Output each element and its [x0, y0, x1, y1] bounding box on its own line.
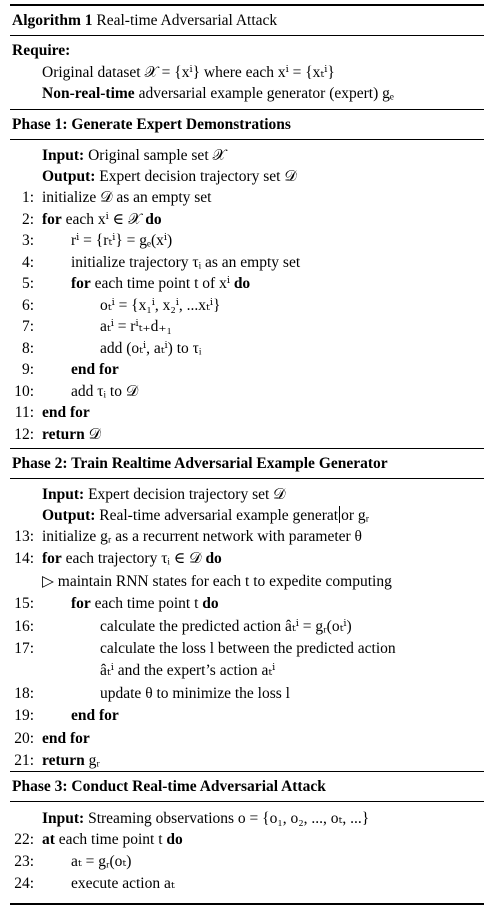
algorithm-step [0, 230, 504, 251]
step-number: 13: [14, 528, 34, 545]
step-number: 7: [21, 318, 34, 335]
phase3-input: Input: Streaming observations o = {o₁, o₂, ..., oₜ, ...} [42, 810, 370, 827]
step-number: 11: [14, 404, 34, 421]
require-bold-prefix: Non-real-time [42, 85, 135, 102]
step-text: for each time point t do [71, 595, 219, 613]
step-number: 14: [14, 550, 34, 568]
algorithm-step [0, 616, 504, 637]
algorithm-step [0, 660, 504, 681]
algorithm-step [0, 381, 504, 402]
algorithm-step [0, 424, 504, 445]
step-text: oₜⁱ = {x₁ⁱ, x₂ⁱ, ...xₜⁱ} [100, 296, 221, 314]
require-line-2: Non-real-time adversarial example generator (expert) gₑ [42, 85, 394, 102]
step-number: 9: [21, 361, 34, 378]
algorithm-step [0, 252, 504, 273]
step-text: return gᵣ [42, 752, 100, 769]
algorithm-step [0, 750, 504, 771]
step-text: return 𝒟 [42, 425, 102, 443]
algorithm-step [0, 851, 504, 872]
algorithm-step [0, 402, 504, 423]
phase1-top-rule [10, 109, 484, 110]
phase2-top-rule [10, 448, 484, 449]
step-text: add (oₜⁱ, aₜⁱ) to τᵢ [100, 339, 202, 357]
algorithm-label: Algorithm 1 [12, 12, 93, 29]
algorithm-step [0, 526, 504, 547]
require-heading [0, 40, 504, 61]
step-number: 12: [14, 425, 34, 443]
step-number: 1: [21, 189, 34, 206]
phase2-bottom-rule [10, 478, 484, 479]
step-number: 19: [14, 707, 34, 725]
step-text: aₜⁱ = rⁱₜ₊d₊₁ [100, 318, 172, 335]
step-number: 16: [14, 617, 34, 635]
phase2-output: Output: Real-time adversarial example generat or gᵣ [42, 507, 370, 524]
step-number: 21: [14, 752, 34, 769]
step-text: âₜⁱ and the expert’s action aₜⁱ [100, 662, 276, 680]
require-label: Require: [12, 42, 71, 59]
step-text: add τᵢ to 𝒟 [71, 382, 139, 400]
algorithm-step [0, 638, 504, 659]
algorithm-step [0, 359, 504, 380]
step-text: for each xⁱ ∈ 𝒳 do [42, 210, 162, 228]
step-text: calculate the loss l between the predicted action [100, 640, 396, 657]
algorithm-step [0, 829, 504, 850]
bottom-rule [10, 903, 484, 905]
algorithm-step [0, 338, 504, 359]
step-text: aₜ = gᵣ(oₜ) [71, 853, 132, 870]
step-number: 8: [21, 339, 34, 357]
step-number: 22: [14, 831, 34, 848]
algorithm-step [0, 593, 504, 614]
algorithm-step [0, 209, 504, 230]
step-number: 17: [14, 640, 34, 657]
step-text: for each time point t of xⁱ do [71, 275, 251, 292]
require-line-1: Original dataset 𝒳 = {xⁱ} where each xⁱ = {xₜⁱ} [42, 64, 335, 81]
step-text: end for [71, 361, 119, 378]
step-number: 5: [21, 275, 34, 292]
step-text: initialize trajectory τᵢ as an empty set [71, 253, 301, 271]
step-text: at each time point t do [42, 831, 183, 848]
step-number: 20: [14, 729, 34, 747]
title-rule [10, 35, 484, 36]
step-number: 2: [21, 210, 34, 228]
phase1-title: Phase 1: Generate Expert Demonstrations [12, 116, 291, 133]
step-text: initialize 𝒟 as an empty set [42, 189, 212, 206]
algorithm-title-text: Real-time Adversarial Attack [96, 12, 278, 29]
step-text: execute action aₜ [71, 875, 175, 892]
phase1-bottom-rule [10, 139, 484, 140]
algorithm-step [0, 873, 504, 894]
phase1-input: Input: Original sample set 𝒳 [42, 147, 226, 164]
step-text: end for [71, 707, 119, 725]
step-number: 10: [14, 382, 34, 400]
algorithm-step [0, 295, 504, 316]
step-number: 4: [21, 253, 34, 271]
algorithm-step [0, 316, 504, 337]
phase3-bottom-rule [10, 801, 484, 802]
algorithm-step [0, 683, 504, 704]
step-number: 6: [21, 296, 34, 314]
algorithm-step [0, 273, 504, 294]
step-text: ▷ maintain RNN states for each t to expedite computing [42, 572, 392, 590]
phase3-top-rule [10, 771, 484, 772]
phase1-output: Output: Expert decision trajectory set 𝒟 [42, 168, 297, 185]
step-text: rⁱ = {rₜⁱ} = gₑ(xⁱ) [71, 232, 173, 249]
phase2-title: Phase 2: Train Realtime Adversarial Example Generator [12, 455, 388, 472]
step-text: initialize gᵣ as a recurrent network with parameter θ [42, 528, 362, 545]
text-cursor [339, 506, 340, 523]
step-number: 18: [14, 684, 34, 702]
phase3-title: Phase 3: Conduct Real-time Adversarial Attack [12, 778, 326, 795]
step-number: 24: [14, 875, 34, 892]
algorithm-step [0, 548, 504, 569]
step-text: end for [42, 404, 90, 421]
step-number: 23: [14, 853, 34, 870]
step-number: 15: [14, 595, 34, 613]
phase2-input: Input: Expert decision trajectory set 𝒟 [42, 486, 286, 503]
step-text: end for [42, 729, 90, 747]
step-text: update θ to minimize the loss l [100, 684, 290, 702]
algorithm-step [0, 705, 504, 726]
algorithm-step [0, 728, 504, 749]
algorithm-title [0, 10, 504, 31]
algorithm-step [0, 187, 504, 208]
top-rule [10, 4, 484, 6]
step-number: 3: [21, 232, 34, 249]
step-text: for each trajectory τᵢ ∈ 𝒟 do [42, 550, 222, 568]
step-text: calculate the predicted action âₜⁱ = gᵣ(oₜⁱ) [100, 617, 352, 635]
algorithm-step [0, 571, 504, 592]
